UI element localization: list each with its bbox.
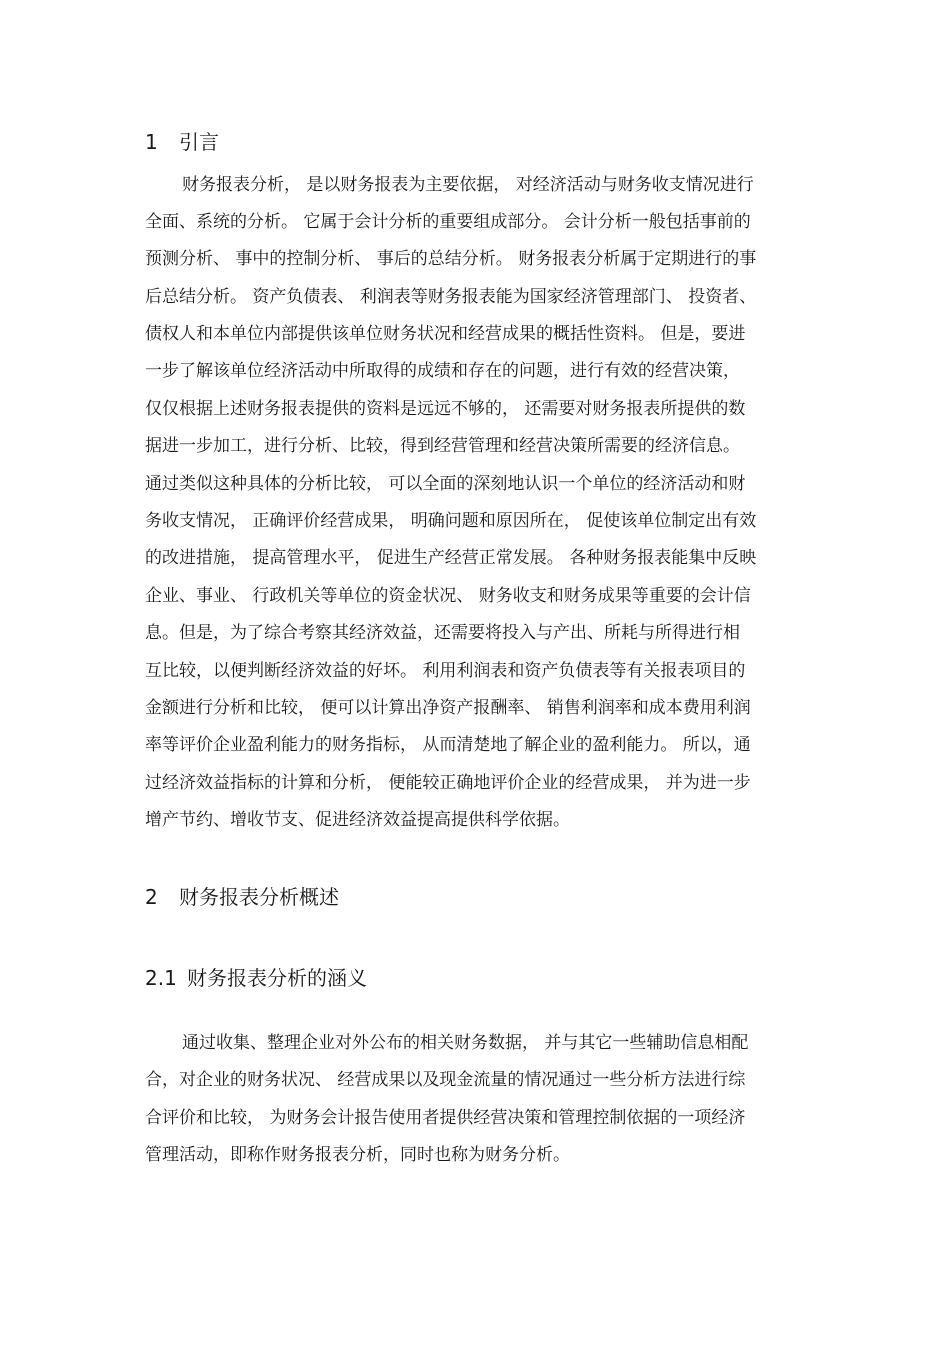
paragraph-line: 率等评价企业盈利能力的财务指标， 从而清楚地了解企业的盈利能力。 所以，通 — [145, 735, 751, 755]
paragraph-line: 过经济效益指标的计算和分析， 便能较正确地评价企业的经营成果， 并为进一步 — [145, 773, 751, 793]
section-number: 1 — [145, 130, 158, 154]
section-title: 引言 — [179, 130, 219, 154]
paragraph-line: 预测分析、 事中的控制分析、 事后的总结分析。 财务报表分析属于定期进行的事 — [145, 249, 757, 269]
paragraph-line: 息。但是，为了综合考察其经济效益，还需要将投入与产出、所耗与所得进行相 — [145, 623, 740, 643]
paragraph-line: 企业、事业、 行政机关等单位的资金状况、 财务收支和财务成果等重要的会计信 — [145, 586, 751, 606]
section-2-1-heading — [145, 964, 367, 992]
paragraph-line: 合评价和比较， 为财务会计报告使用者提供经营决策和管理控制依据的一项经济 — [145, 1108, 746, 1128]
section-2-heading — [145, 883, 339, 911]
section-title: 财务报表分析的涵义 — [187, 966, 367, 990]
paragraph-line: 的改进措施， 提高管理水平， 促进生产经营正常发展。 各种财务报表能集中反映 — [145, 548, 757, 568]
paragraph-line: 管理活动，即称作财务报表分析，同时也称为财务分析。 — [145, 1145, 570, 1165]
paragraph-line: 务收支情况， 正确评价经营成果， 明确问题和原因所在， 促使该单位制定出有效 — [145, 511, 757, 531]
paragraph-line: 通过类似这种具体的分析比较， 可以全面的深刻地认识一个单位的经济活动和财 — [145, 474, 746, 494]
paragraph-line: 金额进行分析和比较， 便可以计算出净资产报酬率、 销售利润率和成本费用利润 — [145, 698, 751, 718]
paragraph-line: 一步了解该单位经济活动中所取得的成绩和存在的问题，进行有效的经营决策， — [145, 361, 740, 381]
paragraph-line: 增产节约、增收节支、促进经济效益提高提供科学依据。 — [145, 810, 570, 830]
paragraph-line: 通过收集、整理企业对外公布的相关财务数据， 并与其它一些辅助信息相配 — [182, 1033, 749, 1053]
paragraph-line: 债权人和本单位内部提供该单位财务状况和经营成果的概括性资料。 但是，要进 — [145, 324, 746, 344]
paragraph-line: 全面、系统的分析。 它属于会计分析的重要组成部分。 会计分析一般包括事前的 — [145, 212, 751, 232]
section-title: 财务报表分析概述 — [179, 885, 339, 909]
paragraph-line: 后总结分析。 资产负债表、 利润表等财务报表能为国家经济管理部门、 投资者、 — [145, 287, 757, 307]
section-number: 2 — [145, 885, 158, 909]
paragraph-line: 合，对企业的财务状况、 经营成果以及现金流量的情况通过一些分析方法进行综 — [145, 1070, 746, 1090]
paragraph-line: 仅仅根据上述财务报表提供的资料是远远不够的， 还需要对财务报表所提供的数 — [145, 399, 746, 419]
paragraph-line: 财务报表分析， 是以财务报表为主要依据， 对经济活动与财务收支情况进行 — [182, 175, 754, 195]
paragraph-line: 互比较，以便判断经济效益的好坏。 利用利润表和资产负债表等有关报表项目的 — [145, 661, 746, 681]
section-number: 2.1 — [145, 966, 177, 990]
paragraph-line: 据进一步加工，进行分析、比较，得到经营管理和经营决策所需要的经济信息。 — [145, 436, 740, 456]
section-1-heading — [145, 128, 219, 156]
